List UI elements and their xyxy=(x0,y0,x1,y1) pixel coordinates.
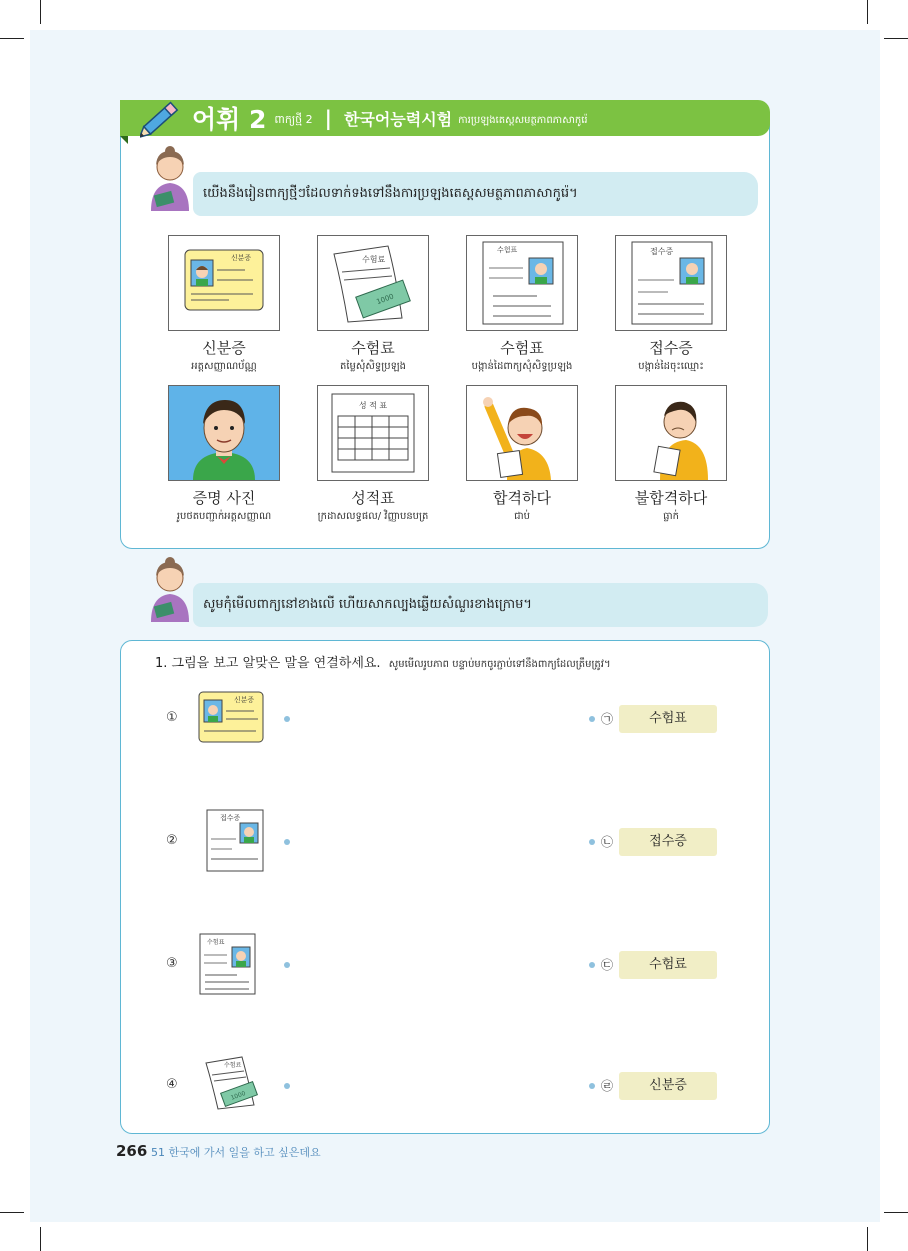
intro-bubble xyxy=(193,172,758,216)
vocab-meaning: ក្រដាសលទ្ធផល/ វិញ្ញាបនបត្រ xyxy=(317,511,429,522)
connect-dot-left[interactable] xyxy=(284,716,290,722)
ticket-label: 수험표 xyxy=(497,246,518,254)
vocab-card xyxy=(447,235,597,374)
item-number: ② xyxy=(166,833,178,848)
fee-label: 수험료 xyxy=(224,1062,242,1069)
fee-thumbnail xyxy=(200,1053,262,1111)
fail-image xyxy=(615,385,727,481)
answer-option[interactable]: 신분증 xyxy=(619,1072,717,1100)
option-letter: ㉣ xyxy=(601,1079,614,1093)
header-divider: | xyxy=(324,106,332,130)
receipt-label: 접수증 xyxy=(650,247,674,256)
answer-option[interactable]: 수험표 xyxy=(619,705,717,733)
vocab-meaning: ជាប់ xyxy=(514,511,530,522)
section-number-km: ពាក្យថ្មី 2 xyxy=(274,113,313,126)
crop-mark xyxy=(0,38,24,39)
intro-text: យើងនឹងរៀនពាក្យថ្មីៗដែលទាក់ទងទៅនឹងការប្រឡងតេស្តសមត្ថភាពភាសាកូរ៉េ។ xyxy=(203,185,578,201)
answer-option[interactable]: 수험료 xyxy=(619,951,717,979)
id-card-label: 신분증 xyxy=(233,696,255,704)
vocab-meaning: អត្តសញ្ញាណប័ណ្ណ xyxy=(191,361,257,372)
vocab-card xyxy=(298,235,448,374)
connect-dot-right[interactable] xyxy=(589,839,595,845)
vocab-word: 신분증 xyxy=(202,339,246,357)
receipt-image xyxy=(615,235,727,331)
instruction-text: សូមកុំមើលពាក្យនៅខាងលើ ហើយសាកល្បងឆ្លើយសំណួរខាងក្រោម។ xyxy=(203,596,533,612)
item-number: ④ xyxy=(166,1077,178,1092)
crop-mark xyxy=(40,1227,41,1251)
money-label: 1000 xyxy=(229,1089,247,1102)
crop-mark xyxy=(884,1212,908,1213)
page-number: 266 xyxy=(116,1142,148,1160)
crop-mark xyxy=(884,38,908,39)
report-card-image xyxy=(317,385,429,481)
ticket-thumbnail xyxy=(199,933,256,995)
crop-mark xyxy=(0,1212,24,1213)
vocab-card xyxy=(447,385,597,524)
fee-label: 수험료 xyxy=(362,255,386,264)
vocab-word: 불합격하다 xyxy=(634,489,708,507)
connect-dot-left[interactable] xyxy=(284,1083,290,1089)
teacher-avatar xyxy=(145,556,195,622)
vocab-meaning: ធ្លាក់ xyxy=(663,511,679,522)
connect-dot-right[interactable] xyxy=(589,962,595,968)
crop-mark xyxy=(40,0,41,24)
fee-image xyxy=(317,235,429,331)
vocab-word: 수험료 xyxy=(351,339,395,357)
money-label: 1000 xyxy=(375,292,395,307)
chapter-title: 51 한국에 가서 일을 하고 싶은데요 xyxy=(151,1146,321,1159)
crop-mark xyxy=(867,0,868,24)
item-number: ① xyxy=(166,710,178,725)
vocab-word: 접수증 xyxy=(649,339,693,357)
vocab-card xyxy=(149,235,299,374)
teacher-avatar xyxy=(145,145,195,211)
connect-dot-left[interactable] xyxy=(284,839,290,845)
id-photo-image xyxy=(168,385,280,481)
section-number: 어휘 2 xyxy=(192,105,267,134)
connect-dot-right[interactable] xyxy=(589,716,595,722)
ticket-label: 수험표 xyxy=(207,939,225,946)
vocab-meaning: តម្លៃសុំសិទ្ធប្រឡង xyxy=(340,361,406,372)
ticket-image xyxy=(466,235,578,331)
id-card-thumbnail xyxy=(198,691,264,743)
connect-dot-right[interactable] xyxy=(589,1083,595,1089)
answer-option[interactable]: 접수증 xyxy=(619,828,717,856)
vocab-word: 합격하다 xyxy=(493,489,551,507)
vocab-word: 수험표 xyxy=(500,339,544,357)
question-km: សូមមើលរូបភាព បន្ទាប់មកចូរភ្ជាប់ទៅនឹងពាក្យដែលត្រឹមត្រូវ។ xyxy=(388,659,611,670)
vocab-card xyxy=(596,235,746,374)
vocab-meaning: រូបថតបញ្ជាក់អត្តសញ្ញាណ xyxy=(176,511,272,522)
vocab-word: 증명 사진 xyxy=(192,489,256,507)
section-header xyxy=(120,100,770,136)
id-card-label: 신분증 xyxy=(230,254,252,262)
item-number: ③ xyxy=(166,956,178,971)
pass-image xyxy=(466,385,578,481)
option-letter: ㉡ xyxy=(601,835,614,849)
option-letter: ㉢ xyxy=(601,958,614,972)
id-card-image xyxy=(168,235,280,331)
vocab-card xyxy=(596,385,746,524)
pencil-icon xyxy=(140,96,184,138)
vocab-meaning: បង្កាន់ដៃចុះឈ្មោះ xyxy=(638,361,704,372)
question xyxy=(155,652,611,672)
question-ko: 1. 그림을 보고 알맞은 말을 연결하세요. xyxy=(155,656,381,671)
header-fold xyxy=(120,136,128,144)
section-title: 한국어능력시험 xyxy=(343,109,453,129)
instruction-bubble xyxy=(193,583,768,627)
vocab-word: 성적표 xyxy=(351,489,395,507)
vocab-meaning: បង្កាន់ដៃពាក្យសុំសិទ្ធប្រឡង xyxy=(471,361,573,372)
option-letter: ㉠ xyxy=(601,712,614,726)
connect-dot-left[interactable] xyxy=(284,962,290,968)
receipt-label: 접수증 xyxy=(220,814,241,822)
receipt-thumbnail xyxy=(206,809,264,872)
report-label: 성 적 표 xyxy=(358,401,388,410)
vocab-card xyxy=(149,385,299,524)
crop-mark xyxy=(867,1227,868,1251)
vocab-card xyxy=(298,385,448,524)
section-title-km: ការប្រឡងតេស្តសមត្ថភាពភាសាកូរ៉េ xyxy=(458,114,588,126)
